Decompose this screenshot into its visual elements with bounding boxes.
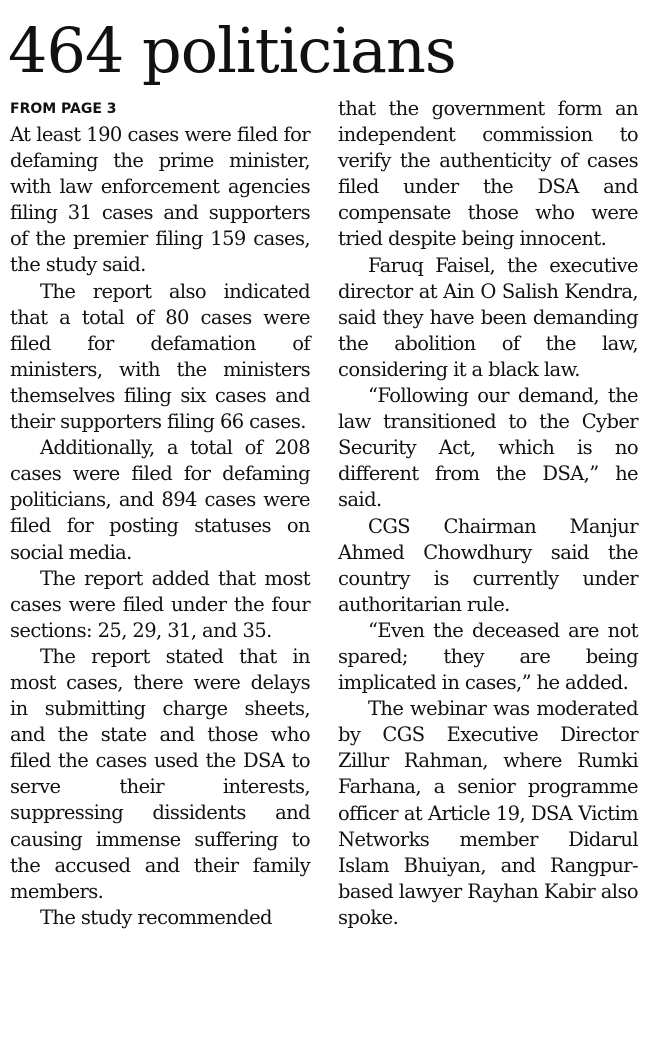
paragraph: The study recommended	[40, 905, 272, 929]
headline: 464 politicians	[8, 14, 456, 87]
article-column-left	[10, 96, 310, 931]
article-column-right	[338, 96, 638, 931]
jump-label: FROM PAGE 3	[10, 101, 117, 117]
paragraph: “Following our demand, the law transitioned to the Cyber Security Act, which is no different from the DSA,” he said.	[338, 384, 638, 512]
paragraph: “Even the deceased are not spared; they are being implicated in cases,” he added.	[338, 618, 638, 695]
paragraph: The webinar was moderated by CGS Executive Director Zillur Rahman, where Rumki Farhana, a senior programme officer at Article 19, DSA Victim Networks member Didarul Islam Bhuiyan, and Rangpur-based lawyer Rayhan Kabir also spoke.	[338, 697, 638, 929]
paragraph: Additionally, a total of 208 cases were filed for defaming politicians, and 894 cases were filed for posting statuses on social media.	[10, 436, 310, 564]
paragraph: Faruq Faisel, the executive director at Ain O Salish Kendra, said they have been demanding the abolition of the law, considering it a black law.	[338, 253, 638, 381]
paragraph: At least 190 cases were filed for defaming the prime minister, with law enforcement agencies filing 31 cases and supporters of the premier filing 159 cases, the study said.	[10, 123, 310, 277]
paragraph: that the government form an independent commission to verify the authenticity of cases filed under the DSA and compensate those who were tried despite being innocent.	[338, 97, 638, 251]
paragraph: The report added that most cases were filed under the four sections: 25, 29, 31, and 35.	[10, 566, 310, 642]
paragraph: The report also indicated that a total of 80 cases were filed for defamation of ministers, with the ministers themselves filing six cases and their supporters filing 66 cases.	[10, 279, 310, 434]
paragraph: CGS Chairman Manjur Ahmed Chowdhury said the country is currently under authoritarian rule.	[338, 514, 638, 616]
paragraph: The report stated that in most cases, there were delays in submitting charge sheets, and the state and those who filed the cases used the DSA to serve their interests, suppressing dissidents and causing immense suffering to the accused and their family members.	[10, 644, 310, 903]
